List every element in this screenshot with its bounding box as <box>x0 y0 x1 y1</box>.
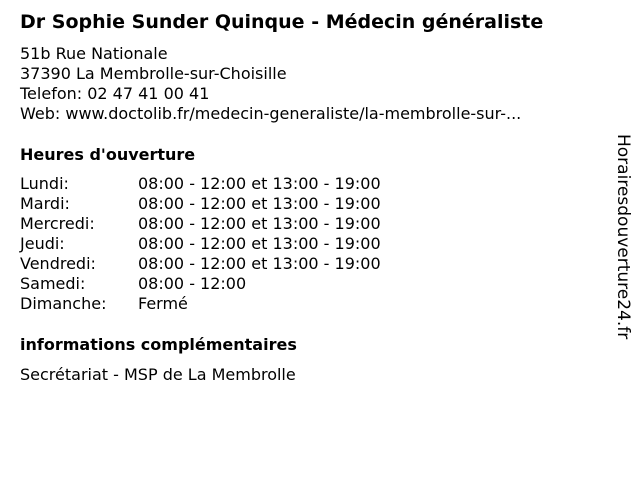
street-address: 51b Rue Nationale <box>20 44 168 63</box>
hours-value: 08:00 - 12:00 <box>138 274 247 293</box>
hours-value: 08:00 - 12:00 et 13:00 - 19:00 <box>138 254 381 273</box>
site-watermark: Horairesdouverture24.fr <box>613 134 633 340</box>
day-label: Mardi: <box>20 194 70 213</box>
hours-value: 08:00 - 12:00 et 13:00 - 19:00 <box>138 194 381 213</box>
opening-hours-heading: Heures d'ouverture <box>20 145 196 164</box>
website-link[interactable]: Web: www.doctolib.fr/medecin-generaliste/la-membrolle-sur-... <box>20 104 522 123</box>
hours-row-thursday <box>20 234 381 254</box>
additional-info-text: Secrétariat - MSP de La Membrolle <box>20 365 296 384</box>
opening-hours-table <box>20 174 381 314</box>
hours-row-saturday <box>20 274 381 294</box>
hours-row-monday <box>20 174 381 194</box>
hours-value: 08:00 - 12:00 et 13:00 - 19:00 <box>138 214 381 233</box>
address-block <box>20 44 521 124</box>
city-address: 37390 La Membrolle-sur-Choisille <box>20 64 287 83</box>
day-label: Dimanche: <box>20 294 107 313</box>
day-label: Samedi: <box>20 274 86 293</box>
page-title: Dr Sophie Sunder Quinque - Médecin généraliste <box>20 11 544 33</box>
day-label: Lundi: <box>20 174 69 193</box>
hours-value: Fermé <box>138 294 188 313</box>
phone-number: Telefon: 02 47 41 00 41 <box>20 84 210 103</box>
additional-info-heading: informations complémentaires <box>20 335 297 354</box>
day-label: Mercredi: <box>20 214 95 233</box>
hours-row-sunday <box>20 294 381 314</box>
day-label: Vendredi: <box>20 254 96 273</box>
hours-value: 08:00 - 12:00 et 13:00 - 19:00 <box>138 174 381 193</box>
day-label: Jeudi: <box>20 234 65 253</box>
hours-row-friday <box>20 254 381 274</box>
hours-value: 08:00 - 12:00 et 13:00 - 19:00 <box>138 234 381 253</box>
hours-row-wednesday <box>20 214 381 234</box>
hours-row-tuesday <box>20 194 381 214</box>
